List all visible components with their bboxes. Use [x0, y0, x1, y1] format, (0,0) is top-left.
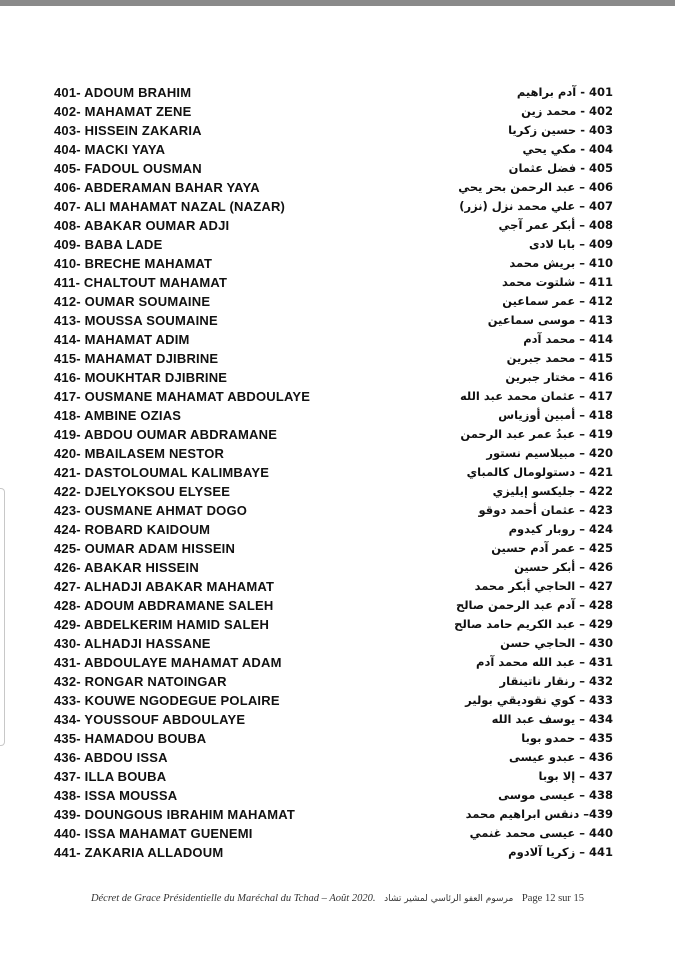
- latin-name: 413- MOUSSA SOUMAINE: [54, 313, 218, 328]
- arabic-name: 404 - مكي يحي: [522, 142, 613, 156]
- latin-name: 435- HAMADOU BOUBA: [54, 731, 207, 746]
- list-row: [0, 747, 675, 766]
- latin-name: 415- MAHAMAT DJIBRINE: [54, 351, 219, 366]
- list-row: [0, 120, 675, 139]
- arabic-name: 441 – زكريا آلادوم: [508, 845, 613, 859]
- list-row: [0, 690, 675, 709]
- arabic-name: 413 – موسى سماعين: [487, 313, 613, 327]
- arabic-name: 432 – رنقار ناتينقار: [499, 674, 613, 688]
- arabic-name: 412 – عمر سماعين: [502, 294, 613, 308]
- arabic-name: 403 - حسين زكريا: [508, 123, 613, 137]
- list-row: [0, 671, 675, 690]
- latin-name: 441- ZAKARIA ALLADOUM: [54, 845, 224, 860]
- list-row: [0, 443, 675, 462]
- arabic-name: 435 – حمدو بوبا: [521, 731, 613, 745]
- latin-name: 412- OUMAR SOUMAINE: [54, 294, 211, 309]
- arabic-name: 437 – إلا بوبا: [538, 769, 613, 783]
- arabic-name: 414 – محمد آدم: [523, 332, 613, 346]
- list-row: [0, 386, 675, 405]
- arabic-name: 433 – كوي نقوديقي بولير: [465, 693, 613, 707]
- latin-name: 425- OUMAR ADAM HISSEIN: [54, 541, 236, 556]
- footer-decree-title: Décret de Grace Présidentielle du Maréchal du Tchad – Août 2020.: [90, 893, 376, 904]
- arabic-name: 438 – عيسى موسى: [498, 788, 613, 802]
- latin-name: 434- YOUSSOUF ABDOULAYE: [54, 712, 246, 727]
- latin-name: 404- MACKI YAYA: [54, 142, 166, 157]
- list-row: [0, 139, 675, 158]
- latin-name: 430- ALHADJI HASSANE: [54, 636, 211, 651]
- arabic-name: 431 – عبد الله محمد آدم: [476, 655, 613, 669]
- list-row: [0, 101, 675, 120]
- latin-name: 440- ISSA MAHAMAT GUENEMI: [54, 826, 253, 841]
- arabic-name: 402 - محمد زين: [521, 104, 613, 118]
- latin-name: 437- ILLA BOUBA: [54, 769, 167, 784]
- list-row: [0, 253, 675, 272]
- list-row: [0, 500, 675, 519]
- arabic-name: 415 – محمد جبرين: [506, 351, 613, 365]
- latin-name: 421- DASTOLOUMAL KALIMBAYE: [54, 465, 270, 480]
- list-row: [0, 823, 675, 842]
- latin-name: 418- AMBINE OZIAS: [54, 408, 182, 423]
- arabic-name: 401 - آدم براهيم: [516, 85, 613, 99]
- list-row: [0, 424, 675, 443]
- list-row: [0, 82, 675, 101]
- latin-name: 403- HISSEIN ZAKARIA: [54, 123, 202, 138]
- arabic-name: 406 – عبد الرحمن بحر يحي: [458, 180, 613, 194]
- arabic-name: 422 – جليكسو إيليزي: [492, 484, 613, 498]
- latin-name: 423- OUSMANE AHMAT DOGO: [54, 503, 248, 518]
- arabic-name: 410 – بريش محمد: [509, 256, 613, 270]
- list-row: [0, 158, 675, 177]
- arabic-name: 407 – علي محمد نزل (نزر): [459, 199, 613, 213]
- arabic-name: 420 – مبيلاسيم نستور: [486, 446, 613, 460]
- arabic-name: 436 – عبدو عيسى: [508, 750, 613, 764]
- latin-name: 416- MOUKHTAR DJIBRINE: [54, 370, 228, 385]
- arabic-name: 417 – عثمان محمد عبد الله: [459, 389, 613, 403]
- latin-name: 408- ABAKAR OUMAR ADJI: [54, 218, 230, 233]
- list-row: [0, 291, 675, 310]
- latin-name: 433- KOUWE NGODEGUE POLAIRE: [54, 693, 280, 708]
- latin-name: 431- ABDOULAYE MAHAMAT ADAM: [54, 655, 282, 670]
- arabic-name: 419 – عبدُ عمر عبد الرحمن: [460, 427, 613, 441]
- list-row: [0, 842, 675, 861]
- latin-name: 439- DOUNGOUS IBRAHIM MAHAMAT: [54, 807, 296, 822]
- list-row: [0, 348, 675, 367]
- arabic-name: 418 – أمبين أوزياس: [498, 408, 613, 422]
- arabic-name: 434 – يوسف عبد الله: [491, 712, 613, 726]
- list-row: [0, 234, 675, 253]
- list-row: [0, 367, 675, 386]
- list-row: [0, 462, 675, 481]
- arabic-name: 411 – شلتوت محمد: [501, 275, 613, 289]
- latin-name: 414- MAHAMAT ADIM: [54, 332, 190, 347]
- latin-name: 432- RONGAR NATOINGAR: [54, 674, 227, 689]
- arabic-name: 440 – عيسى محمد غنمي: [469, 826, 613, 840]
- latin-name: 422- DJELYOKSOU ELYSEE: [54, 484, 231, 499]
- latin-name: 419- ABDOU OUMAR ABDRAMANE: [54, 427, 278, 442]
- latin-name: 424- ROBARD KAIDOUM: [54, 522, 211, 537]
- page-number: Page 12 sur 15: [521, 893, 585, 904]
- arabic-name: 426 – أبكر حسين: [514, 560, 613, 574]
- list-row: [0, 405, 675, 424]
- arabic-name: 428 – آدم عبد الرحمن صالح: [455, 598, 613, 612]
- arabic-name: 427 – الحاجي أبكر محمد: [474, 579, 613, 593]
- list-row: [0, 785, 675, 804]
- list-row: [0, 652, 675, 671]
- list-row: [0, 196, 675, 215]
- arabic-name: 405 - فضل عثمان: [508, 161, 613, 175]
- name-list: [0, 82, 675, 861]
- list-row: [0, 614, 675, 633]
- list-row: [0, 728, 675, 747]
- list-row: [0, 709, 675, 728]
- latin-name: 409- BABA LADE: [54, 237, 163, 252]
- footer-arabic-title: مرسوم العفو الرئاسي لمشير تشاد: [384, 894, 514, 904]
- latin-name: 407- ALI MAHAMAT NAZAL (NAZAR): [54, 199, 286, 214]
- latin-name: 426- ABAKAR HISSEIN: [54, 560, 199, 575]
- list-row: [0, 538, 675, 557]
- latin-name: 405- FADOUL OUSMAN: [54, 161, 202, 176]
- arabic-name: 430 – الحاجي حسن: [500, 636, 613, 650]
- latin-name: 436- ABDOU ISSA: [54, 750, 168, 765]
- arabic-name: 429 – عبد الكريم حامد صالح: [454, 617, 613, 631]
- latin-name: 406- ABDERAMAN BAHAR YAYA: [54, 180, 260, 195]
- latin-name: 410- BRECHE MAHAMAT: [54, 256, 213, 271]
- list-row: [0, 329, 675, 348]
- arabic-name: 424 – روبار كيدوم: [508, 522, 613, 536]
- list-row: [0, 576, 675, 595]
- arabic-name: 421 – دستولومال كالمباي: [466, 465, 613, 479]
- top-border: [0, 0, 675, 6]
- latin-name: 429- ABDELKERIM HAMID SALEH: [54, 617, 270, 632]
- list-row: [0, 481, 675, 500]
- list-row: [0, 177, 675, 196]
- latin-name: 417- OUSMANE MAHAMAT ABDOULAYE: [54, 389, 311, 404]
- arabic-name: 423 – عثمان أحمد دوقو: [478, 503, 613, 517]
- list-row: [0, 633, 675, 652]
- latin-name: 401- ADOUM BRAHIM: [54, 85, 192, 100]
- arabic-name: 425 – عمر آدم حسين: [491, 541, 613, 555]
- latin-name: 420- MBAILASEM NESTOR: [54, 446, 225, 461]
- latin-name: 411- CHALTOUT MAHAMAT: [54, 275, 228, 290]
- arabic-name: 408 – أبكر عمر آجي: [498, 218, 613, 232]
- arabic-name: 416 – مختار جبرين: [505, 370, 613, 384]
- list-row: [0, 557, 675, 576]
- latin-name: 402- MAHAMAT ZENE: [54, 104, 192, 119]
- list-row: [0, 310, 675, 329]
- list-row: [0, 766, 675, 785]
- list-row: [0, 272, 675, 291]
- list-row: [0, 595, 675, 614]
- arabic-name: 409 – بابا لادى: [528, 237, 613, 251]
- page-footer: [0, 893, 675, 904]
- list-row: [0, 519, 675, 538]
- latin-name: 427- ALHADJI ABAKAR MAHAMAT: [54, 579, 275, 594]
- list-row: [0, 215, 675, 234]
- latin-name: 428- ADOUM ABDRAMANE SALEH: [54, 598, 274, 613]
- list-row: [0, 804, 675, 823]
- arabic-name: 439– دنقس ابراهيم محمد: [465, 807, 613, 821]
- latin-name: 438- ISSA MOUSSA: [54, 788, 178, 803]
